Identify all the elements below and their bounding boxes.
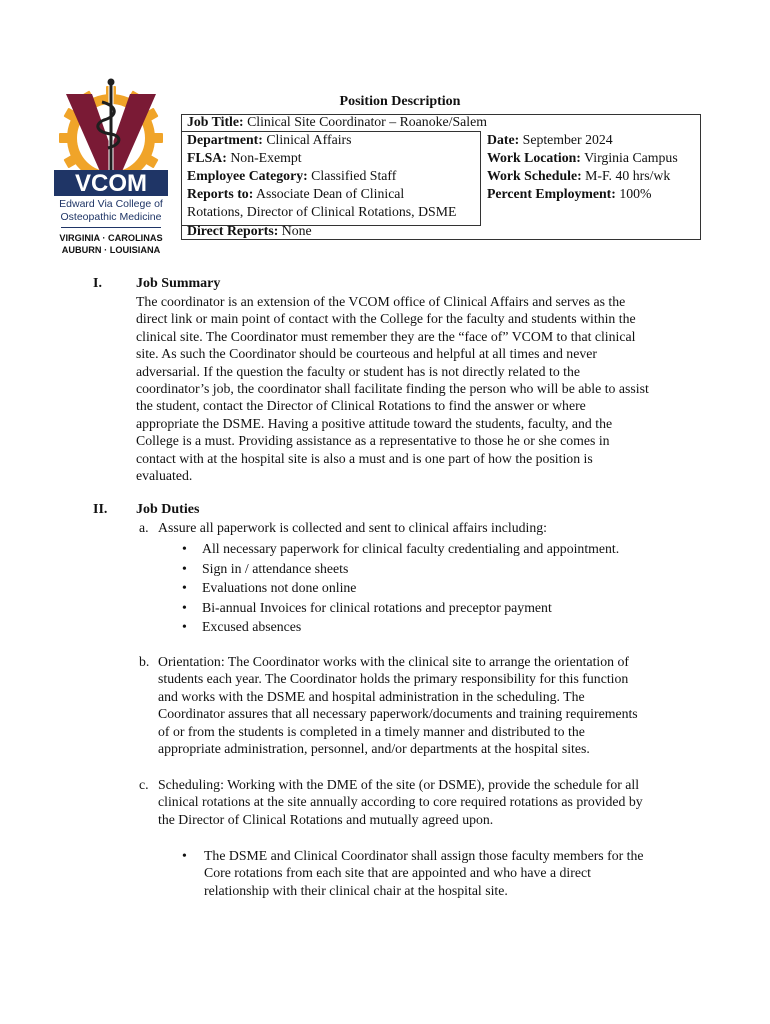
- duty-c-paragraph: Scheduling: Working with the DME of the site (or DSME), provide the schedule for all clinical rotations at the site annually according to core required rotations as provided by the Director of Clinical Rotations and mutually agreed upon.: [158, 777, 643, 827]
- section-number: II.: [93, 502, 108, 517]
- position-description-title: Position Description: [339, 94, 461, 109]
- duty-c-label: c.: [139, 777, 149, 792]
- work-schedule-row: Work Schedule: M-F. 40 hrs/wk: [487, 168, 671, 183]
- duty-a-text: Assure all paperwork is collected and sent to clinical affairs including:: [158, 520, 548, 535]
- logo-divider: [61, 227, 161, 228]
- duty-a-label: a.: [139, 520, 149, 535]
- duty-b-label: b.: [139, 654, 150, 669]
- list-item: • Sign in / attendance sheets: [180, 559, 680, 579]
- date-row: Date: September 2024: [487, 132, 613, 147]
- percent-employment-row: Percent Employment: 100%: [487, 186, 652, 201]
- direct-reports-row: Direct Reports: None: [187, 223, 312, 238]
- section-heading: Job Summary: [136, 276, 221, 291]
- list-item: • Bi-annual Invoices for clinical rotations and preceptor payment: [180, 598, 680, 618]
- flsa-row: FLSA: Non-Exempt: [187, 150, 302, 165]
- reports-to-row: Reports to: Associate Dean of Clinical: [187, 186, 405, 201]
- list-item: • All necessary paperwork for clinical faculty credentialing and appointment.: [180, 539, 680, 559]
- vcom-emblem-icon: [52, 76, 170, 196]
- vcom-logo: [52, 76, 170, 256]
- duty-c-bullet: The DSME and Clinical Coordinator shall assign those faculty members for the Core rotations from each site that are appointed and who have a direct relationship with their clinical chair at the hospital site.: [204, 848, 644, 898]
- section-heading: Job Duties: [136, 502, 200, 517]
- department-row: Department: Clinical Affairs: [187, 132, 352, 147]
- section-number: I.: [93, 276, 102, 291]
- job-title-row: Job Title: Clinical Site Coordinator – Roanoke/Salem: [187, 114, 487, 129]
- college-name: Edward Via College of Osteopathic Medicine: [59, 198, 163, 223]
- job-summary-paragraph: The coordinator is an extension of the VCOM office of Clinical Affairs and serves as the direct link or main point of contact with the College for the faculty and students within the clinical site. The Coordinator must remember they are the “face of” VCOM to that clinical site. As such the Coordinator should be courteous and helpful at all times and never adversarial. If the question the faculty or student has is not directly related to the coordinator’s job, the coordinator shall facilitate finding the person who will be able to assist the student, contact the Director of Clinical Rotations to find the answer or where appropriate the DSME. Having a positive attitude toward the students, faculty, and the College is a must. Providing assistance as a representative to those he or she comes in contact with at the hospital site is also a must and is one part of how the position is evaluated.: [136, 294, 649, 484]
- employee-category-row: Employee Category: Classified Staff: [187, 168, 397, 183]
- vcom-wordmark: VCOM: [75, 170, 147, 196]
- list-item: • Excused absences: [180, 617, 680, 637]
- duty-a-bullets: [180, 539, 680, 637]
- work-location-row: Work Location: Virginia Campus: [487, 150, 678, 165]
- duty-c-bullet-marker: •: [182, 848, 187, 863]
- list-item: • Evaluations not done online: [180, 578, 680, 598]
- reports-to-row-continued: Rotations, Director of Clinical Rotations, DSME: [187, 204, 457, 219]
- campus-locations: VIRGINIA · CAROLINAS AUBURN · LOUISIANA: [59, 233, 163, 255]
- duty-b-paragraph: Orientation: The Coordinator works with the clinical site to arrange the orientation of students each year. The Coordinator holds the primary responsibility for this function and works with the DSME and hospital administration in the scheduling. The Coordinator assures that all necessary paperwork/documents and training requirements of or from the students is completed in a timely manner and distributed to the appropriate administration, personnel, and/or departments at the hospital sites.: [158, 654, 638, 757]
